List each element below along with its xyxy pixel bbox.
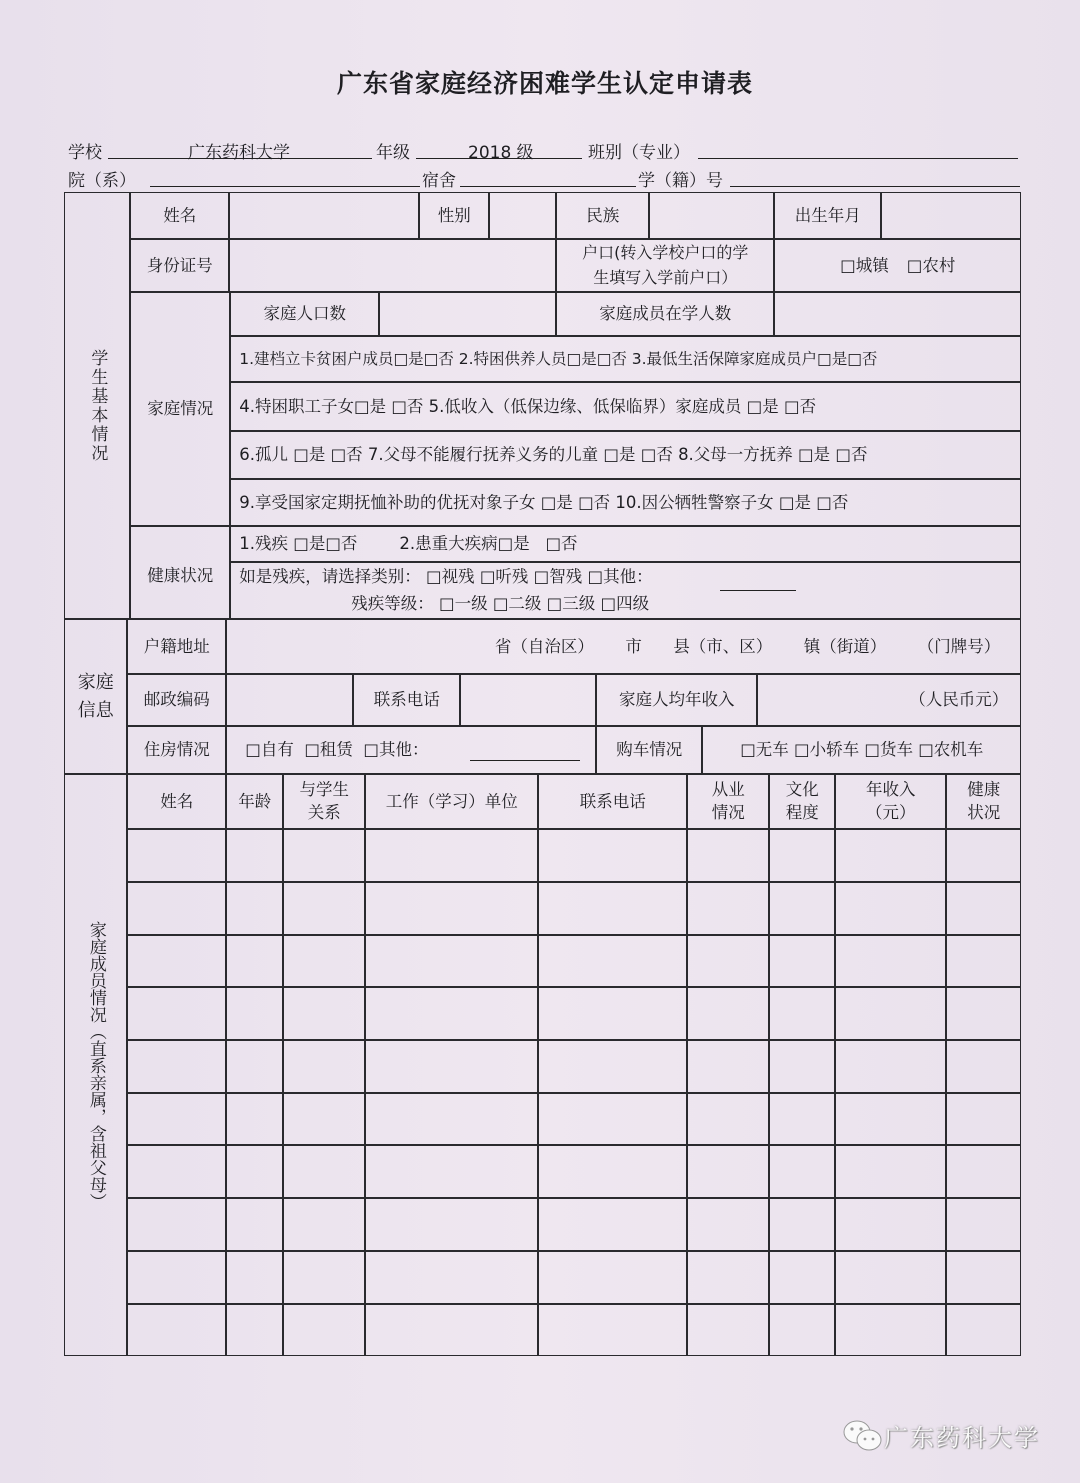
postal-code-label: 邮政编码 [127,674,226,726]
column-header-label: 年收入（元） [866,780,916,822]
birth-label: 出生年月 [774,192,881,239]
member-income-cell[interactable] [835,882,946,935]
member-relation-cell[interactable] [283,935,365,988]
member-name-cell[interactable] [127,1145,226,1198]
column-header-income [835,774,946,829]
column-header-relation [283,774,365,829]
family-item-row[interactable]: 9.享受国家定期抚恤补助的优抚对象子女 □是 □否 10.因公牺牲警察子女 □是 □否 [230,479,1021,526]
wechat-icon [842,1419,884,1453]
member-health-cell[interactable] [946,1145,1021,1198]
member-name-cell[interactable] [127,1251,226,1304]
member-phone-cell[interactable] [538,829,687,882]
address-label: 户籍地址 [127,619,226,674]
section-family-members: 家庭成员情况（直系亲属，含祖父母） [64,774,127,1356]
column-header-employer [365,774,538,829]
member-income-cell[interactable] [835,1145,946,1198]
grade-value: 2018 级 [468,143,534,163]
housing-label: 住房情况 [127,726,226,774]
class-field[interactable] [698,158,1018,159]
member-income-cell[interactable] [835,1040,946,1093]
member-employer-cell[interactable] [365,1251,538,1304]
disability-type-options[interactable]: 如是残疾，请选择类别： □视残 □听残 □智残 □其他： [239,567,653,587]
section-student-basic: 学生基本情况 [64,192,130,619]
member-health-cell[interactable] [946,1093,1021,1146]
member-health-cell[interactable] [946,935,1021,988]
address-input[interactable]: 省（自治区） 市 县（市、区） 镇（街道） （门牌号） [226,619,1021,674]
birth-input[interactable] [881,192,1021,239]
column-header-name [127,774,226,829]
family-size-label: 家庭人口数 [230,292,379,336]
member-phone-cell[interactable] [538,1093,687,1146]
column-header-phone [538,774,687,829]
member-income-cell[interactable] [835,1251,946,1304]
member-phone-cell[interactable] [538,882,687,935]
member-age-cell[interactable] [226,1040,283,1093]
postal-code-input[interactable] [226,674,353,726]
form-title: 广东省家庭经济困难学生认定申请表 [336,69,753,98]
family-size-input[interactable] [379,292,556,336]
member-health-cell[interactable] [946,1251,1021,1304]
member-relation-cell[interactable] [283,1040,365,1093]
member-employer-cell[interactable] [365,1198,538,1251]
section-family-info-line2: 信息 [77,699,114,721]
member-education-cell[interactable] [769,829,835,882]
member-relation-cell[interactable] [283,1251,365,1304]
member-employer-cell[interactable] [365,829,538,882]
ethnicity-input[interactable] [649,192,774,239]
member-age-cell[interactable] [226,1198,283,1251]
member-employment-cell[interactable] [687,1093,769,1146]
class-label: 班别（专业） [588,143,690,163]
column-header-label: 工作（学习）单位 [385,791,518,811]
gender-label: 性别 [419,192,489,239]
member-relation-cell[interactable] [283,1145,365,1198]
member-employer-cell[interactable] [365,1145,538,1198]
phone-label: 联系电话 [353,674,460,726]
student-id-field[interactable] [730,186,1020,187]
car-options[interactable]: □无车 □小轿车 □货车 □农机车 [702,726,1021,774]
member-employment-cell[interactable] [687,1040,769,1093]
member-education-cell[interactable] [769,987,835,1040]
member-name-cell[interactable] [127,1198,226,1251]
member-health-cell[interactable] [946,1304,1021,1357]
grade-label: 年级 [376,143,410,163]
member-employment-cell[interactable] [687,935,769,988]
college-label: 院（系） [68,171,136,191]
section-family-info [64,619,127,774]
member-employer-cell[interactable] [365,987,538,1040]
name-label: 姓名 [130,192,229,239]
member-relation-cell[interactable] [283,987,365,1040]
income-input[interactable]: （人民币元） [757,674,1021,726]
name-input[interactable] [229,192,419,239]
column-header-label: 文化程度 [785,780,819,822]
member-education-cell[interactable] [769,935,835,988]
member-name-cell[interactable] [127,987,226,1040]
member-employer-cell[interactable] [365,882,538,935]
hukou-rural-checkbox[interactable]: □农村 [906,255,956,275]
column-header-label: 与学生关系 [299,780,349,822]
column-header-health [946,774,1021,829]
member-employer-cell[interactable] [365,1093,538,1146]
member-education-cell[interactable] [769,1198,835,1251]
member-income-cell[interactable] [835,935,946,988]
family-students-input[interactable] [774,292,1021,336]
member-employment-cell[interactable] [687,1145,769,1198]
member-education-cell[interactable] [769,1145,835,1198]
member-age-cell[interactable] [226,829,283,882]
hukou-label-line1: 户口(转入学校户口的学 [582,242,749,262]
member-name-cell[interactable] [127,1040,226,1093]
disability-level-options[interactable]: 残疾等级： □一级 □二级 □三级 □四级 [351,593,650,613]
member-income-cell[interactable] [835,987,946,1040]
member-age-cell[interactable] [226,1145,283,1198]
member-name-cell[interactable] [127,935,226,988]
member-health-cell[interactable] [946,987,1021,1040]
ethnicity-label: 民族 [556,192,649,239]
disability-detail [230,562,1021,619]
family-item-row[interactable]: 1.建档立卡贫困户成员□是□否 2.特困供养人员□是□否 3.最低生活保障家庭成员户□是□否 [230,336,1021,382]
family-students-label: 家庭成员在学人数 [556,292,774,336]
member-employment-cell[interactable] [687,1198,769,1251]
member-phone-cell[interactable] [538,1145,687,1198]
member-relation-cell[interactable] [283,1093,365,1146]
column-header-label: 姓名 [160,791,194,811]
member-relation-cell[interactable] [283,829,365,882]
family-item-row[interactable]: 4.特困职工子女□是 □否 5.低收入（低保边缘、低保临界）家庭成员 □是 □否 [230,382,1021,431]
dorm-label: 宿舍 [422,171,456,191]
member-employment-cell[interactable] [687,1251,769,1304]
member-education-cell[interactable] [769,1093,835,1146]
member-education-cell[interactable] [769,1304,835,1357]
member-education-cell[interactable] [769,882,835,935]
member-employment-cell[interactable] [687,1304,769,1357]
hukou-label [556,239,774,292]
member-income-cell[interactable] [835,829,946,882]
member-phone-cell[interactable] [538,935,687,988]
member-health-cell[interactable] [946,1040,1021,1093]
member-employer-cell[interactable] [365,935,538,988]
car-label: 购车情况 [596,726,702,774]
housing-other-field[interactable] [470,760,580,761]
member-age-cell[interactable] [226,1251,283,1304]
column-header-education [769,774,835,829]
column-header-label: 联系电话 [579,791,646,811]
member-name-cell[interactable] [127,829,226,882]
id-number-input[interactable] [229,239,556,292]
member-age-cell[interactable] [226,1304,283,1357]
hukou-options [774,239,1021,292]
health-label: 健康状况 [130,526,230,619]
member-education-cell[interactable] [769,1040,835,1093]
member-relation-cell[interactable] [283,1198,365,1251]
member-phone-cell[interactable] [538,1304,687,1357]
column-header-age [226,774,283,829]
gender-input[interactable] [489,192,556,239]
member-health-cell[interactable] [946,829,1021,882]
housing-options[interactable]: □自有 □租赁 □其他： [226,726,596,774]
member-name-cell[interactable] [127,882,226,935]
hukou-label-line2: 生填写入学前户口） [593,267,738,287]
member-age-cell[interactable] [226,1093,283,1146]
member-age-cell[interactable] [226,882,283,935]
member-employment-cell[interactable] [687,882,769,935]
member-relation-cell[interactable] [283,1304,365,1357]
member-employer-cell[interactable] [365,1040,538,1093]
member-phone-cell[interactable] [538,1251,687,1304]
student-id-label: 学（籍）号 [638,171,723,191]
member-income-cell[interactable] [835,1198,946,1251]
dorm-field[interactable] [460,186,636,187]
member-age-cell[interactable] [226,987,283,1040]
member-employment-cell[interactable] [687,987,769,1040]
member-phone-cell[interactable] [538,1198,687,1251]
member-education-cell[interactable] [769,1251,835,1304]
member-health-cell[interactable] [946,1198,1021,1251]
member-income-cell[interactable] [835,1304,946,1357]
member-name-cell[interactable] [127,1304,226,1357]
column-header-employment [687,774,769,829]
wechat-watermark [842,1418,1040,1453]
family-situation-label: 家庭情况 [130,292,230,526]
column-header-label: 健康状况 [967,780,1001,822]
member-phone-cell[interactable] [538,987,687,1040]
member-employer-cell[interactable] [365,1304,538,1357]
member-employment-cell[interactable] [687,829,769,882]
member-income-cell[interactable] [835,1093,946,1146]
family-item-row[interactable]: 6.孤儿 □是 □否 7.父母不能履行抚养义务的儿童 □是 □否 8.父母一方抚养 □是 □否 [230,431,1021,479]
column-header-label: 年龄 [238,791,272,811]
college-field[interactable] [150,186,420,187]
member-phone-cell[interactable] [538,1040,687,1093]
hukou-urban-checkbox[interactable]: □城镇 [840,255,889,275]
school-label: 学校 [68,143,102,163]
member-health-cell[interactable] [946,882,1021,935]
income-label: 家庭人均年收入 [596,674,757,726]
disability-other-field[interactable] [720,590,796,591]
column-header-label: 从业情况 [711,780,745,822]
health-disease-row[interactable]: 1.残疾 □是□否 2.患重大疾病□是 □否 [230,526,1021,562]
id-number-label: 身份证号 [130,239,229,292]
phone-input[interactable] [460,674,596,726]
section-family-info-line1: 家庭 [77,671,114,693]
member-age-cell[interactable] [226,935,283,988]
member-name-cell[interactable] [127,1093,226,1146]
watermark-text: 广东药科大学 [884,1424,1040,1452]
school-value: 广东药科大学 [188,143,290,163]
member-relation-cell[interactable] [283,882,365,935]
